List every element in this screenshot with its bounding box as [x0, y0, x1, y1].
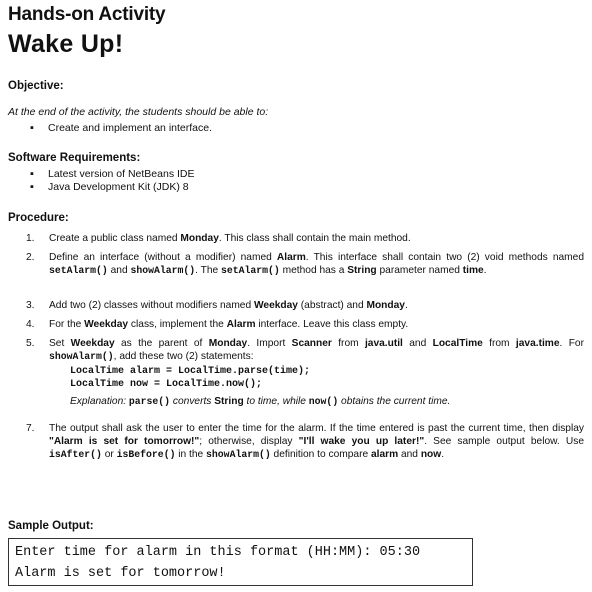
step-text: converts — [170, 396, 215, 407]
step-text: interface. Leave this class empty. — [255, 319, 409, 330]
step-number: 1. — [26, 233, 35, 244]
list-item: ▪ Latest version of NetBeans IDE — [30, 168, 195, 181]
step-number: 5. — [26, 338, 35, 349]
code-snippet — [70, 365, 584, 391]
step-text-bold: Weekday — [253, 300, 298, 311]
step-code: isAfter() — [49, 449, 102, 460]
step-text: definition to compare — [270, 449, 371, 460]
step-number: 2. — [26, 252, 35, 263]
step-text: Set — [49, 338, 71, 349]
step-text: parameter named — [376, 265, 463, 276]
step-text: . For — [559, 338, 584, 349]
step-text: obtains the current time. — [338, 396, 451, 407]
step-text: , add these two (2) statements: — [113, 351, 254, 362]
procedure-step-3 — [26, 299, 584, 312]
step-text: . This class shall contain the main method. — [218, 233, 411, 244]
step-text-bold: Alarm — [226, 319, 256, 330]
step-number: 7. — [26, 423, 35, 434]
procedure-step-4 — [26, 318, 584, 331]
step-text: and — [398, 449, 421, 460]
step-text: as the parent of — [114, 338, 209, 349]
step-text: Define an interface (without a modifier) named — [49, 252, 277, 263]
step-text-bold: now — [420, 449, 442, 460]
procedure-step-2 — [26, 251, 584, 277]
step-code: showAlarm() — [49, 351, 114, 362]
step-text: and — [402, 338, 433, 349]
step-text: and — [107, 265, 131, 276]
step-text: or — [101, 449, 117, 460]
step-text: from — [331, 338, 365, 349]
step-text-bold: Monday — [180, 233, 219, 244]
step-text: (abstract) and — [297, 300, 367, 311]
console-line: Enter time for alarm in this format (HH:MM): 05:30 — [15, 545, 421, 560]
step-text-bold: Scanner — [291, 338, 332, 349]
step-text-bold: LocalTime — [432, 338, 483, 349]
step-text-bold: time — [462, 265, 484, 276]
step-text-bold: java.util — [364, 338, 403, 349]
procedure-step-5 — [26, 337, 584, 408]
procedure-step-7 — [26, 422, 584, 461]
step-text: . The — [195, 265, 222, 276]
step-text-bold: Weekday — [70, 338, 115, 349]
objective-list — [30, 122, 212, 135]
step-text-bold: String — [214, 396, 244, 407]
step-text-bold: "Alarm is set for tomorrow!" — [49, 436, 200, 447]
step-text: from — [482, 338, 516, 349]
step-text: The output shall ask the user to enter the time for the alarm. If the time entered is past the current time, then display — [49, 423, 584, 434]
step-text: . Import — [247, 338, 292, 349]
step-code: isBefore() — [116, 449, 176, 460]
step-text-bold: Monday — [366, 300, 405, 311]
sample-output-heading: Sample Output: — [8, 520, 94, 532]
objective-heading: Objective: — [8, 80, 64, 92]
procedure-heading: Procedure: — [8, 212, 69, 224]
step-text: to time, while — [243, 396, 309, 407]
step-text: in the — [175, 449, 207, 460]
sample-output-console — [8, 538, 473, 586]
step-text-bold: Weekday — [84, 319, 129, 330]
step-text: class, implement the — [128, 319, 227, 330]
step-code: showAlarm() — [206, 449, 271, 460]
console-line: Alarm is set for tomorrow! — [15, 566, 226, 581]
step-number: 3. — [26, 300, 35, 311]
step-text-bold: java.time — [515, 338, 560, 349]
step-text-bold: Monday — [208, 338, 248, 349]
step-code: parse() — [128, 396, 171, 407]
explanation-label: Explanation: — [70, 396, 129, 407]
step-text-bold: alarm — [370, 449, 399, 460]
step-text-bold: Alarm — [276, 252, 306, 263]
requirements-heading: Software Requirements: — [8, 152, 141, 164]
explanation-note — [70, 395, 584, 408]
step-text: . See sample output below. Use — [424, 436, 585, 447]
step-text: For the — [49, 319, 85, 330]
step-text: method has a — [279, 265, 348, 276]
step-text: Create a public class named — [49, 233, 181, 244]
step-text: . — [483, 265, 487, 276]
page-title: Wake Up! — [8, 30, 124, 58]
list-item: ▪ Java Development Kit (JDK) 8 — [30, 181, 195, 194]
step-text-bold: "I'll wake you up later!" — [298, 436, 425, 447]
procedure-step-1 — [26, 232, 584, 245]
activity-kicker: Hands-on Activity — [8, 4, 166, 25]
step-code: now() — [308, 396, 339, 407]
code-line: LocalTime now = LocalTime.now(); — [70, 379, 263, 390]
step-code: setAlarm() — [49, 265, 108, 276]
step-text: . — [441, 449, 445, 460]
requirements-list — [30, 168, 195, 194]
step-code: setAlarm() — [221, 265, 280, 276]
step-text: . — [404, 300, 408, 311]
step-number: 4. — [26, 319, 35, 330]
list-item: ▪ Create and implement an interface. — [30, 122, 212, 135]
step-code: showAlarm() — [130, 265, 196, 276]
code-line: LocalTime alarm = LocalTime.parse(time); — [70, 366, 311, 377]
step-text: Add two (2) classes without modifiers named — [49, 300, 254, 311]
step-text-bold: String — [347, 265, 377, 276]
objective-intro: At the end of the activity, the students should be able to: — [8, 106, 269, 118]
step-text: . This interface shall contain two (2) void methods named — [305, 252, 584, 263]
step-text: ; otherwise, display — [199, 436, 299, 447]
